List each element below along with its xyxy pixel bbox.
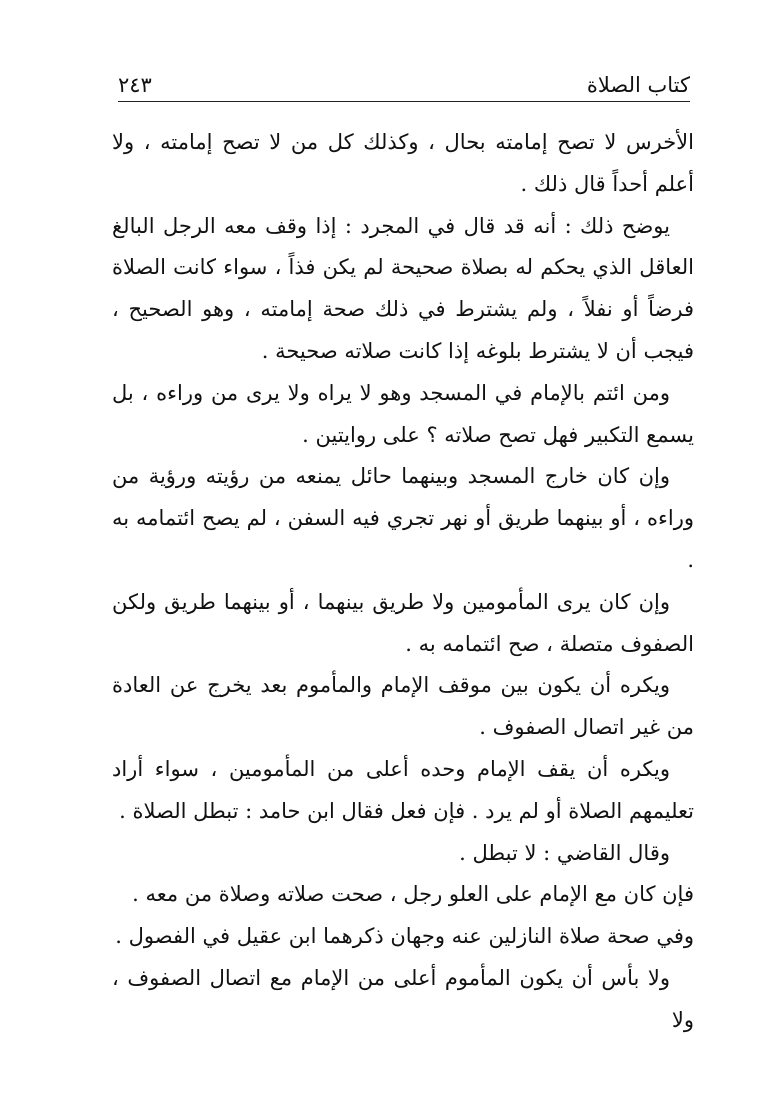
paragraph-8: وقال القاضي : لا تبطل . [459,840,670,865]
paragraph-9: فإن كان مع الإمام على العلو رجل ، صحت صلاته وصلاة من معه . [132,882,694,907]
paragraph-1: الأخرس لا تصح إمامته بحال ، وكذلك كل من لا تصح إمامته ، ولا أعلم أحداً قال ذلك . [112,130,694,196]
body-text [112,122,694,1042]
paragraph-11: ولا بأس أن يكون المأموم أعلى من الإمام مع اتصال الصفوف ، ولا [112,965,694,1032]
page-number: ٢٤٣ [118,73,152,97]
paragraph-7: ويكره أن يقف الإمام وحده أعلى من المأمومين ، سواء أراد تعليمهم الصلاة أو لم يرد . فإن فعل فقال ابن حامد : تبطل الصلاة . [112,756,694,823]
paragraph-4: وإن كان خارج المسجد وبينهما حائل يمنعه من رؤيته ورؤية من وراءه ، أو بينهما طريق أو نهر تجري فيه السفن ، لم يصح ائتمامه به . [112,464,694,572]
header-rule [118,101,690,102]
running-title: كتاب الصلاة [586,73,690,97]
paragraph-10: وفي صحة صلاة النازلين عنه وجهان ذكرهما ابن عقيل في الفصول . [115,924,694,949]
paragraph-5: وإن كان يرى المأمومين ولا طريق بينهما ، أو بينهما طريق ولكن الصفوف متصلة ، صح ائتمامه به . [112,589,694,656]
paragraph-3: ومن ائتم بالإمام في المسجد وهو لا يراه ولا يرى من وراءه ، بل يسمع التكبير فهل تصح صلاته ؟ على روايتين . [112,380,694,447]
page-header [118,70,690,102]
paragraph-2: يوضح ذلك : أنه قد قال في المجرد : إذا وقف معه الرجل البالغ العاقل الذي يحكم له بصلاة صحيحة لم يكن فذاً ، سواء كانت الصلاة فرضاً أو نفلاً ، ولم يشترط في ذلك صحة إمامته ، وهو الصحيح ، فيجب أن لا يشترط بلوغه إذا كانت صلاته صحيحة . [112,213,694,363]
paragraph-6: ويكره أن يكون بين موقف الإمام والمأموم بعد يخرج عن العادة من غير اتصال الصفوف . [112,673,694,740]
